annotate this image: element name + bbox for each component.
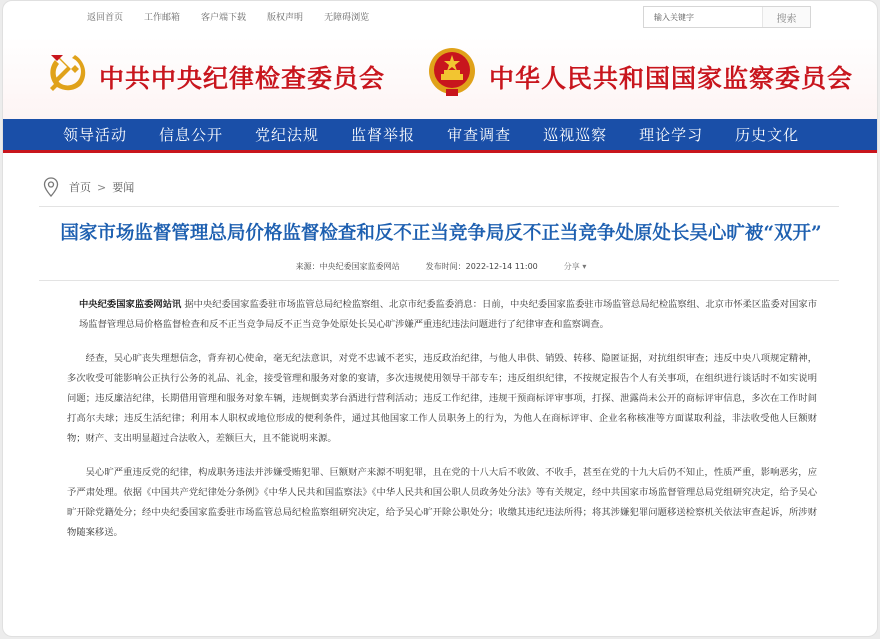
cpc-ccdi-title: 中共中央纪律检查委员会	[99, 64, 386, 93]
nsc-title: 中华人民共和国国家监察委员会	[489, 64, 854, 93]
link-work-mail[interactable]: 工作邮箱	[144, 13, 181, 23]
nav-inspection[interactable]: 巡视巡察	[543, 126, 608, 144]
page-frame	[2, 0, 878, 637]
divider	[39, 206, 839, 207]
divider	[39, 280, 839, 281]
search-input[interactable]	[644, 8, 762, 26]
nav-leadership[interactable]: 领导活动	[63, 126, 128, 144]
chevron-down-icon: ▾	[582, 262, 587, 271]
link-client-download[interactable]: 客户端下载	[201, 13, 247, 23]
search-button[interactable]: 搜索	[762, 7, 810, 27]
breadcrumb-home[interactable]: 首页	[69, 181, 91, 194]
nav-party-rules[interactable]: 党纪法规	[255, 126, 320, 144]
link-accessibility[interactable]: 无障碍浏览	[324, 13, 370, 23]
site-header	[3, 37, 878, 119]
article-lead: 中央纪委国家监委网站讯	[79, 299, 182, 310]
breadcrumb	[43, 177, 134, 197]
nav-history-culture[interactable]: 历史文化	[735, 126, 800, 144]
share-label: 分享	[563, 262, 580, 271]
link-home[interactable]: 返回首页	[87, 13, 124, 23]
article-meta	[3, 261, 878, 272]
nav-supervision-report[interactable]: 监督举报	[351, 126, 416, 144]
article-paragraph: 吴心旷严重违反党的纪律，构成职务违法并涉嫌受贿犯罪、巨额财产来源不明犯罪，且在党的十八大后不收敛、不收手，甚至在党的十九大后仍不知止，性质严重，影响恶劣，应予严肃处理。依据《中国共产党纪律处分条例》《中华人民共和国监察法》《中华人民共和国公职人员政务处分法》等有关规定，经中共国家市场监督管理总局党组研究决定，给予吴心旷开除党籍处分；经中央纪委国家监委驻市场监管总局纪检监察组研究决定，给予吴心旷开除公职处分；收缴其违纪违法所得；将其涉嫌犯罪问题移送检察机关依法审查起诉，所涉财物随案移送。	[67, 467, 817, 538]
article-time: 发布时间：2022-12-14 11:00	[425, 262, 538, 271]
nav-theory-study[interactable]: 理论学习	[639, 126, 704, 144]
nav-investigation[interactable]: 审查调查	[447, 126, 512, 144]
breadcrumb-section[interactable]: 要闻	[112, 181, 135, 194]
article-source: 来源：中央纪委国家监委网站	[295, 262, 400, 271]
main-nav	[3, 119, 878, 153]
top-links	[87, 10, 369, 23]
link-copyright[interactable]: 版权声明	[267, 13, 304, 23]
article-title: 国家市场监督管理总局价格监督检查和反不正当竞争局反不正当竞争处原处长吴心旷被“双开”	[60, 223, 822, 244]
nav-info-disclosure[interactable]: 信息公开	[159, 126, 224, 144]
search-box	[643, 6, 811, 28]
breadcrumb-separator: >	[97, 180, 107, 194]
article-paragraph: 中央纪委国家监委网站讯 据中央纪委国家监委驻市场监管总局纪检监察组、北京市纪委监委消息：日前，中央纪委国家监委驻市场监管总局纪检监察组、北京市怀柔区监委对国家市场监督管理总局价格监督检查和反不正当竞争局反不正当竞争处原处长吴心旷涉嫌严重违纪违法问题进行了纪律审查和监察调查。	[79, 299, 817, 330]
party-emblem-icon	[45, 49, 91, 95]
article-paragraph: 经查，吴心旷丧失理想信念，背弃初心使命，毫无纪法意识，对党不忠诚不老实，违反政治纪律，与他人串供、销毁、转移、隐匿证据，对抗组织审查；违反中央八项规定精神，多次收受可能影响公正执行公务的礼品、礼金，接受管理和服务对象的宴请，多次违规使用领导干部专车；违反组织纪律，不按规定报告个人有关事项，在组织进行谈话时不如实说明问题；违反廉洁纪律，长期借用管理和服务对象车辆，违规倒卖茅台酒进行营利活动；违反工作纪律，违规干预商标评审事项，打探、泄露尚未公开的商标评审信息，多次在工作时间打高尔夫球；违反生活纪律；利用本人职权或地位形成的便利条件，通过其他国家工作人员职务上的行为，为他人在商标评审、企业名称核准等方面谋取利益，非法收受他人巨额财物；财产、支出明显超过合法收入，差额巨大，且不能说明来源。	[67, 353, 817, 444]
article-body	[67, 295, 817, 557]
national-emblem-icon	[426, 46, 478, 98]
location-pin-icon	[43, 177, 59, 197]
share-menu[interactable]	[564, 261, 587, 272]
